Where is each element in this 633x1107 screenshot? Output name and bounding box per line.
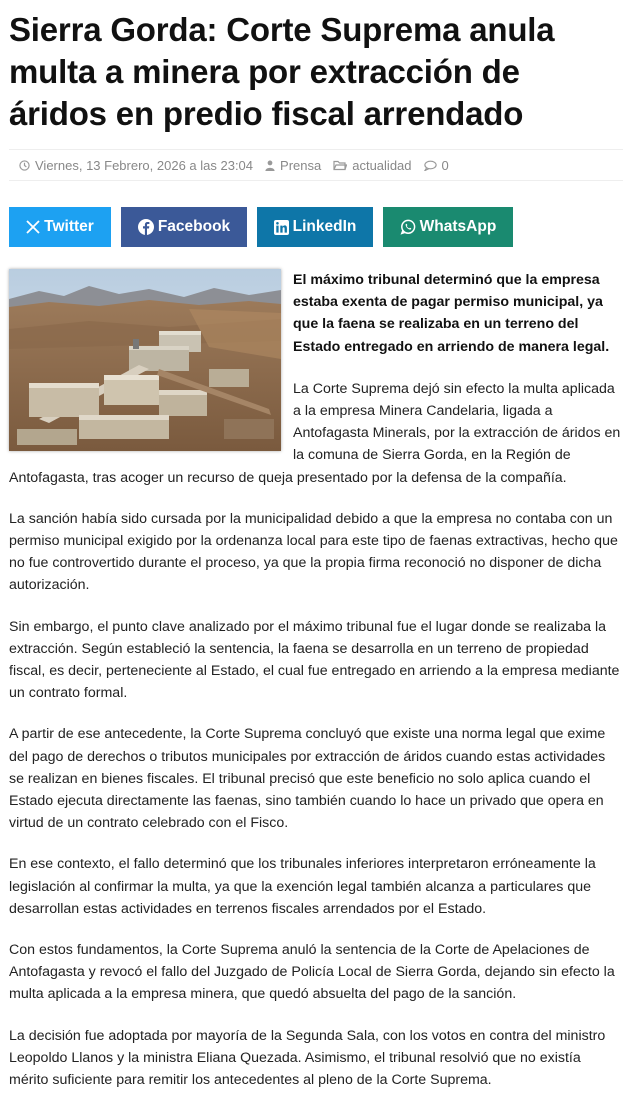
article-paragraph-3: Sin embargo, el punto clave analizado por el máximo tribunal fue el lugar donde se realizaba la extracción. Según estableció la sentencia, la faena se desarrolla en un terreno de propiedad fiscal, es decir, perteneciente al Estado, el cual fue entregado en arriendo a la empresa mediante un contrato formal. — [9, 618, 620, 702]
meta-date-text: Viernes, 13 Febrero, 2026 a las 23:04 — [35, 157, 254, 173]
meta-category[interactable] — [333, 158, 411, 173]
meta-comments-count[interactable]: 0 — [441, 157, 449, 173]
article-meta — [9, 149, 623, 181]
linkedin-icon — [274, 220, 289, 235]
share-linkedin-label: LinkedIn — [292, 218, 357, 235]
share-bar — [9, 207, 623, 247]
whatsapp-icon — [400, 219, 416, 235]
x-logo-icon — [26, 220, 40, 234]
user-icon — [265, 160, 275, 171]
share-facebook-label: Facebook — [157, 218, 231, 235]
mining-plant-illustration — [9, 269, 281, 451]
article-image — [9, 269, 281, 451]
facebook-icon — [138, 219, 154, 235]
share-whatsapp-button[interactable] — [383, 207, 513, 247]
article-body — [9, 269, 623, 1091]
meta-author-text[interactable]: Prensa — [280, 157, 322, 173]
meta-date — [19, 158, 253, 173]
article-paragraph-4: A partir de ese antecedente, la Corte Suprema concluyó que existe una norma legal que exime del pago de derechos o tributos municipales por extracción de áridos cuando estas actividades se realizan en bienes fiscales. El tribunal precisó que este beneficio no solo aplica cuando el Estado ejecuta directamente las faenas, sino también cuando lo hace un privado que opera en virtud de un contrato celebrado con el Fisco. — [9, 726, 606, 832]
article-paragraph-6: Con estos fundamentos, la Corte Suprema anuló la sentencia de la Corte de Apelaciones de Antofagasta y revocó el fallo del Juzgado de Policía Local de Sierra Gorda, dejando sin efecto la multa aplicada a la empresa minera, que quedó absuelta del pago de la sanción. — [9, 942, 615, 1003]
meta-author[interactable] — [265, 158, 321, 173]
article-title: Sierra Gorda: Corte Suprema anula multa a minera por extracción de áridos en predio fiscal arrendado — [9, 11, 555, 132]
share-twitter-button[interactable] — [9, 207, 111, 247]
article-paragraph-7: La decisión fue adoptada por mayoría de la Segunda Sala, con los votos en contra del ministro Leopoldo Llanos y la ministra Eliana Quezada. Asimismo, el tribunal resolvió que no existía mérito suficiente para remitir los antecedentes al pleno de la Corte Suprema. — [9, 1027, 606, 1089]
meta-comments[interactable] — [424, 158, 449, 173]
article-paragraph-1: La Corte Suprema dejó sin efecto la multa aplicada a la empresa Minera Candelaria, ligada a Antofagasta Minerals, por la extracción de áridos en la comuna de Sierra Gorda, en la Región de Antofagasta, tras acoger un recurso de queja presentado por la defensa de la compañía. — [9, 380, 621, 486]
share-linkedin-button[interactable] — [257, 207, 373, 247]
share-facebook-button[interactable] — [121, 207, 247, 247]
article-paragraph-5: En ese contexto, el fallo determinó que los tribunales inferiores interpretaron erróneamente la legislación al confirmar la multa, ya que la exención legal también alcanza a particulares que desarrollan estas actividades en terrenos fiscales arrendados por el Estado. — [9, 856, 596, 917]
article-lead: El máximo tribunal determinó que la empresa estaba exenta de pagar permiso municipal, ya que la faena se realizaba en un terreno del Estado entregado en arriendo de manera legal. — [293, 272, 610, 355]
share-twitter-label: Twitter — [44, 218, 94, 235]
comment-icon — [424, 160, 437, 171]
meta-category-text[interactable]: actualidad — [352, 157, 412, 173]
folder-icon — [333, 160, 347, 171]
clock-icon — [19, 160, 30, 171]
share-whatsapp-label: WhatsApp — [419, 218, 497, 235]
article-paragraph-2: La sanción había sido cursada por la municipalidad debido a que la empresa no contaba con un permiso municipal exigido por la ordenanza local para este tipo de faenas extractivas, hecho que no fue controvertido durante el proceso, ya que la propia firma reconoció no disponer de dicha autorización. — [9, 510, 618, 594]
